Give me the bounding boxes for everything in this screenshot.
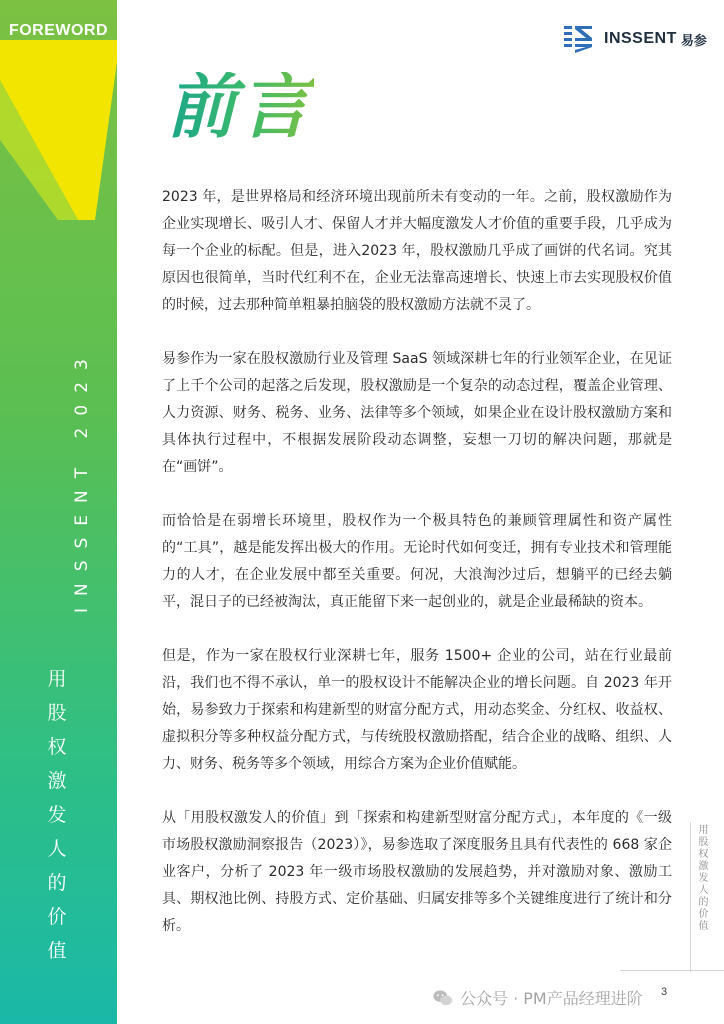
paragraph: 但是，作为一家在股权行业深耕七年，服务 1500+ 企业的公司，站在行业最前沿，我们也不得不承认，单一的股权设计不能解决企业的增长问题。自 2023 年开始，易参致力于探索和构建新型的财富分配方式，用动态奖金、分红权、收益权、虚拟积分等多种权益分配方式，与传统股权激励搭配，结合企业的战略、组织、人力、财务、税务等多个领域，用综合方案为企业价值赋能。 <box>162 648 672 772</box>
wechat-icon <box>432 987 454 1009</box>
paragraph: 从「用股权激发人的价值」到「探索和构建新型财富分配方式」，本年度的《一级市场股权激励洞察报告（2023）》，易参选取了深度服务且具有代表性的 668 家企业客户，分析了 2023 年一级市场股权激励的发展趋势，并对激励对象、激励工具、期权池比例、持股方式、定价基础、归属安排等多个关键维度进行了统计和分析。 <box>162 810 672 934</box>
paragraph: 2023 年，是世界格局和经济环境出现前所未有变动的一年。之前，股权激励作为企业实现增长、吸引人才、保留人才并大幅度激发人才价值的重要手段，几乎成为每一个企业的标配。但是，进入2023 年，股权激励几乎成了画饼的代名词。究其原因也很简单，当时代红利不在，企业无法靠高速增长、快速上市去实现股权价值的时候，过去那种简单粗暴拍脑袋的股权激励方法就不灵了。 <box>162 189 672 313</box>
insSent-logo-icon <box>562 22 596 56</box>
logo-cn-text: 易参 <box>680 33 707 49</box>
paragraph: 易参作为一家在股权激励行业及管理 SaaS 领域深耕七年的行业领军企业，在见证了上千个公司的起落之后发现，股权激励是一个复杂的动态过程，覆盖企业管理、人力资源、财务、税务、业务、法律等多个领域，如果企业在设计股权激励方案和具体执行过程中，不根据发展阶段动态调整，妄想一刀切的解决问题，那就是在“画饼”。 <box>162 351 672 475</box>
page-number: 3 <box>661 986 668 998</box>
page-title: 前言 <box>166 66 314 148</box>
brand-logo <box>562 22 707 56</box>
sidebar <box>0 0 117 1024</box>
watermark <box>432 986 643 1009</box>
footer-divider <box>620 970 724 971</box>
yellow-accent-shape <box>0 40 117 220</box>
sidebar-subtitle: 用股权激发人的价值 <box>47 668 67 962</box>
paragraph: 而恰恰是在弱增长环境里，股权作为一个极具特色的兼顾管理属性和资产属性的“工具”，越是能发挥出极大的作用。无论时代如何变迁，拥有专业技术和管理能力的人才，在企业发展中都至关重要。何况，大浪淘沙过后，想躺平的已经去躺平，混日子的已经被淘汰，真正能留下来一起创业的，就是企业最稀缺的资本。 <box>162 513 672 610</box>
body-text <box>162 184 672 967</box>
side-note: 用股权激发人的价值 <box>696 824 707 932</box>
brand-year-label: INSSENT 2023 <box>72 347 92 613</box>
side-divider <box>690 822 691 972</box>
watermark-text: 公众号 · PM产品经理进阶 <box>460 989 643 1008</box>
foreword-tab: FOREWORD <box>8 22 109 39</box>
logo-text: INSSENT <box>604 30 677 47</box>
